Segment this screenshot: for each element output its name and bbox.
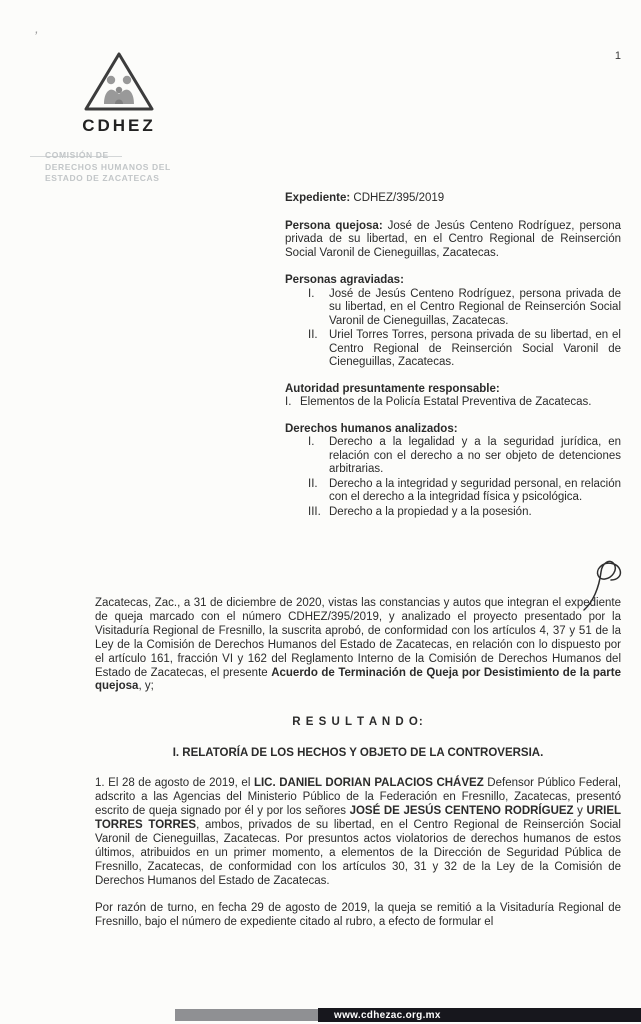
list-item (285, 506, 621, 520)
page-footer (0, 1008, 641, 1024)
list-item-number: I. (285, 396, 292, 408)
paragraph-2: Por razón de turno, en fecha 29 de agosto de 2019, la queja se remitió a la Visitaduría Regional de Fresnillo, bajo el número de expediente citado al rubro, a efecto de formular el (95, 902, 621, 929)
list-item-number: I. (308, 287, 315, 300)
scan-artifact-mark: ’ (32, 27, 39, 45)
footer-gray-bar (175, 1009, 318, 1021)
letterhead-line: COMISIÓN DE (45, 150, 109, 160)
list-item (285, 288, 621, 329)
expediente-line: Expediente: CDHEZ/395/2019 (285, 192, 445, 204)
list-item-text: José de Jesús Centeno Rodríguez, persona privada de su libertad, en el Centro Regional de Reinserción Social Varonil de Cieneguillas, Zacatecas. (329, 287, 621, 327)
autoridad-list (285, 396, 621, 410)
list-item-text: Derecho a la legalidad y a la seguridad jurídica, en relación con el derecho a no ser objeto de detenciones arbitrarias. (329, 436, 621, 475)
letterhead-text (45, 150, 195, 185)
cdhez-triangle-icon (82, 50, 156, 114)
list-item (285, 396, 621, 410)
autoridad-label: Autoridad presuntamente responsable: (285, 382, 500, 395)
page-number: 1 (614, 50, 621, 62)
list-item (285, 478, 621, 505)
intro-paragraph: Zacatecas, Zac., a 31 de diciembre de 2020, vistas las constancias y autos que integran el expediente de queja marcado con el número CDHEZ/395/2019, y analizado el proyecto presentado por la Visitaduría Regional de Fresnillo, la suscrita aprobó, de conformidad con los artículos 4, 37 y 51 de la Ley de la Comisión de Derechos Humanos del Estado de Zacatecas, en relación con lo dispuesto por el artículo 161, fracción VI y 162 del Reglamento Interno de la Comisión de Derechos Humanos del Estado de Zacatecas, el presente Acuerdo de Terminación de Queja por Desistimiento de la parte quejosa, y; (95, 597, 621, 693)
logo-acronym-text: CDHEZ (82, 116, 156, 135)
list-item-text: Derecho a la integridad y seguridad personal, en relación con el derecho a la integridad física y psicológica. (329, 477, 621, 503)
personas-agraviadas-list (285, 288, 621, 370)
derechos-list (285, 436, 621, 519)
footer-dark-bar (318, 1008, 641, 1022)
footer-url: www.cdhezac.org.mx (334, 1009, 441, 1021)
derechos-label: Derechos humanos analizados: (285, 422, 458, 435)
list-item-number: II. (308, 329, 318, 341)
list-item-number: I. (308, 436, 315, 448)
personas-agraviadas-label: Personas agraviadas: (285, 274, 404, 286)
section-heading: I. RELATORÍA DE LOS HECHOS Y OBJETO DE LA CONTROVERSIA. (172, 747, 544, 760)
list-item-number: III. (308, 505, 321, 518)
document-body (95, 597, 621, 944)
letterhead-line: DERECHOS HUMANOS DEL (45, 161, 171, 172)
paragraph-1: 1. El 28 de agosto de 2019, el LIC. DANIEL DORIAN PALACIOS CHÁVEZ Defensor Público Federal, adscrito a las Agencias del Ministerio Público de la Federación en Fresnillo, Zacatecas, presentó escrito de queja signado por él y por los señores JOSÉ DE JESÚS CENTENO RODRÍGUEZ y URIEL TORRES TORRES, ambos, privados de su libertad, en el Centro Regional de Reinserción Social Varonil de Cieneguillas, Zacatecas. Por presuntos actos violatorios de derechos humanos de estos últimos, atribuidos en un primer momento, a elementos de la Dirección de Seguridad Pública de Fresnillo, Zacatecas, de conformidad con los artículos 30, 31 y 32 de la Ley de la Comisión de Derechos Humanos del Estado de Zacatecas. (95, 777, 622, 887)
list-item (285, 436, 621, 477)
list-item-number: II. (308, 477, 318, 490)
list-item-text: Uriel Torres Torres, persona privada de su libertad, en el Centro Regional de Reinserción Social Varonil de Cieneguillas, Zacatecas. (329, 329, 621, 368)
resultando-heading: R E S U L T A N D O: (292, 716, 424, 729)
letterhead-line: ESTADO DE ZACATECAS (45, 173, 160, 183)
list-item-text: Derecho a la propiedad y a la posesión. (329, 505, 532, 518)
list-item-text: Elementos de la Policía Estatal Preventiva de Zacatecas. (300, 396, 592, 408)
case-header (285, 192, 621, 532)
persona-quejosa-paragraph: Persona quejosa: José de Jesús Centeno Rodríguez, persona privada de su libertad, en el Centro Regional de Reinserción Social Varonil de Cieneguillas, Zacatecas. (285, 219, 622, 259)
cdhez-logo (80, 50, 158, 136)
list-item (285, 329, 621, 370)
